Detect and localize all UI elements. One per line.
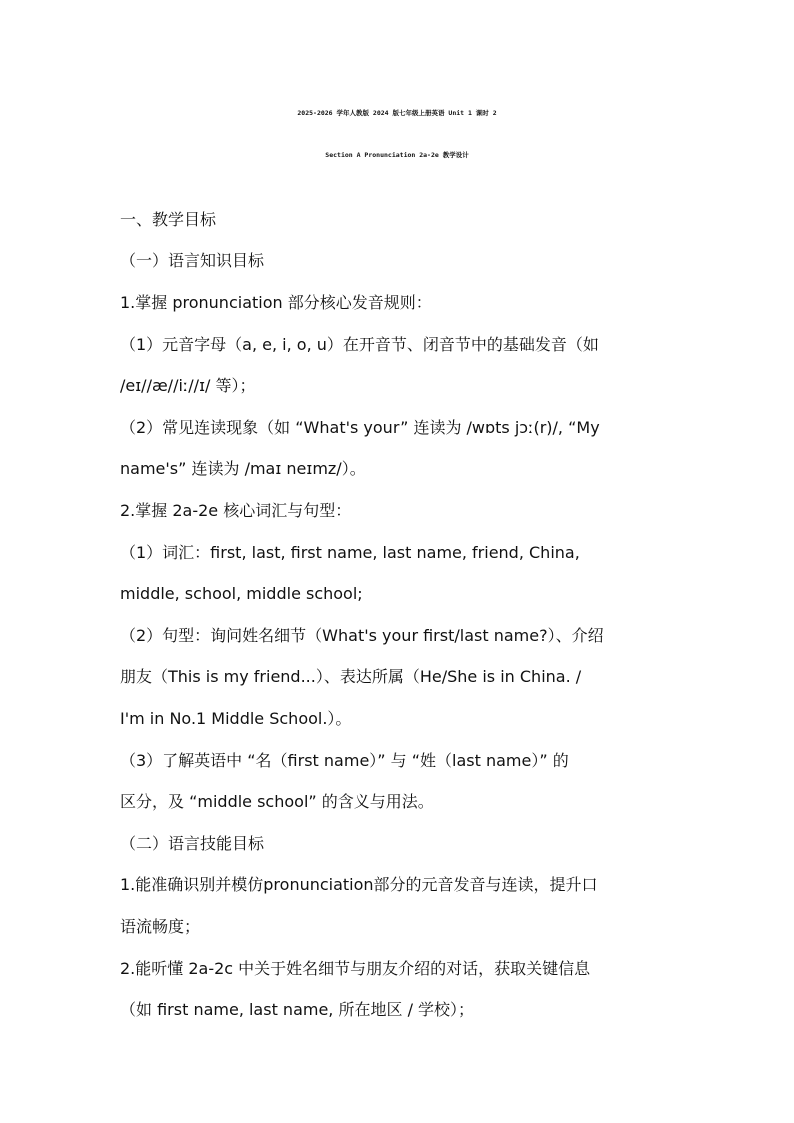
objective-subitem-continued: 朋友（This is my friend...）、表达所属（He/She is in China. / (120, 667, 582, 686)
section-heading-teaching-objectives: 一、教学目标 (120, 210, 217, 229)
objective-item: 1.能准确识别并模仿pronunciation部分的元音发音与连读，提升口 (120, 875, 598, 894)
objective-subitem-continued: I'm in No.1 Middle School.）。 (120, 709, 352, 728)
objective-subitem: （3）了解英语中 “名（first name）” 与 “姓（last name）” 的 (120, 751, 569, 770)
objective-subitem-continued: name's” 连读为 /maɪ neɪmz/）。 (120, 459, 366, 478)
objective-subitem: （2）常见连读现象（如 “What's your” 连读为 /wɒts jɔː(r)/, “My (120, 418, 600, 437)
objective-item-continued: 语流畅度； (120, 917, 201, 936)
subsection-heading-language-skills: （二）语言技能目标 (120, 834, 265, 853)
objective-subitem: （1）元音字母（a, e, i, o, u）在开音节、闭音节中的基础发音（如 (120, 335, 599, 354)
subsection-heading-language-knowledge: （一）语言知识目标 (120, 251, 265, 270)
objective-subitem-continued: /eɪ//æ//iː//ɪ/ 等）； (120, 376, 256, 395)
objective-subitem: （1）词汇：first, last, first name, last name, friend, China, (120, 543, 580, 562)
document-title-line-1: 2025-2026 学年人教版 2024 版七年级上册英语 Unit 1 课时 2 (297, 109, 497, 117)
document-title-line-2: Section A Pronunciation 2a-2e 教学设计 (325, 151, 469, 159)
objective-item: 1.掌握 pronunciation 部分核心发音规则： (120, 293, 432, 312)
objective-subitem-continued: 区分，及 “middle school” 的含义与用法。 (120, 792, 434, 811)
objective-subitem-continued: middle, school, middle school; (120, 584, 363, 603)
objective-subitem: （2）句型：询问姓名细节（What's your first/last name?）、介绍 (120, 626, 604, 645)
objective-item-continued: （如 first name, last name, 所在地区 / 学校）； (120, 1000, 475, 1019)
objective-item: 2.能听懂 2a-2c 中关于姓名细节与朋友介绍的对话，获取关键信息 (120, 959, 591, 978)
objective-item: 2.掌握 2a-2e 核心词汇与句型： (120, 501, 352, 520)
